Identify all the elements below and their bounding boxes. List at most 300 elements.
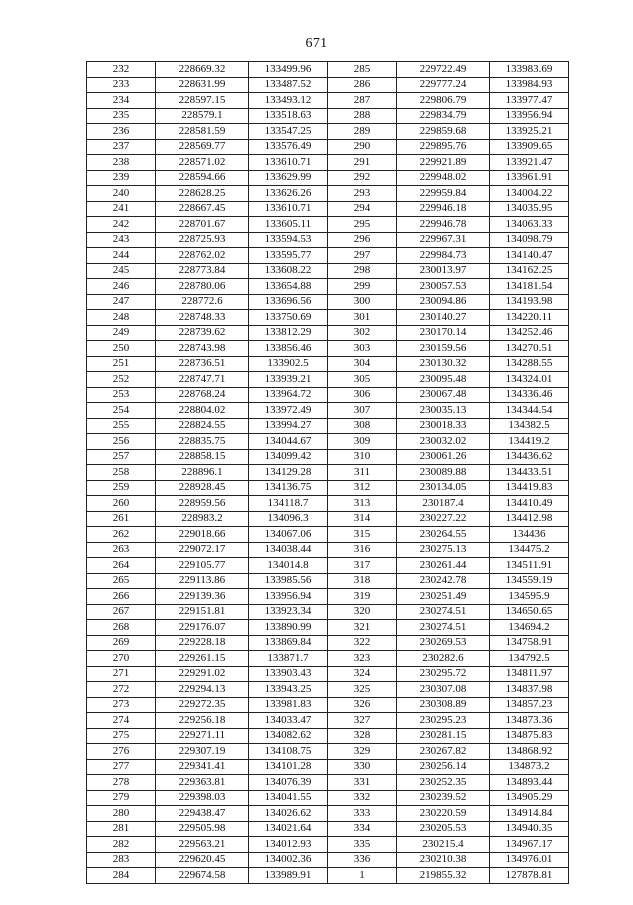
point-number-right-cell: 324: [328, 666, 397, 682]
y-coordinate-left-cell: 133493.12: [249, 93, 328, 109]
x-coordinate-right-cell: 229859.68: [397, 124, 490, 140]
point-number-left-cell: 255: [87, 418, 156, 434]
point-number-left-cell: 232: [87, 62, 156, 78]
point-number-right-cell: 303: [328, 341, 397, 357]
x-coordinate-left-cell: 228739.62: [156, 325, 249, 341]
point-number-left-cell: 253: [87, 387, 156, 403]
x-coordinate-left-cell: 229072.17: [156, 542, 249, 558]
point-number-right-cell: 306: [328, 387, 397, 403]
point-number-right-cell: 334: [328, 821, 397, 837]
table-row: [87, 418, 569, 434]
point-number-left-cell: 260: [87, 496, 156, 512]
y-coordinate-right-cell: 134559.19: [490, 573, 569, 589]
x-coordinate-left-cell: 228667.45: [156, 201, 249, 217]
y-coordinate-right-cell: 134035.95: [490, 201, 569, 217]
y-coordinate-right-cell: 134868.92: [490, 744, 569, 760]
y-coordinate-right-cell: 134270.51: [490, 341, 569, 357]
table-row: [87, 186, 569, 202]
point-number-left-cell: 248: [87, 310, 156, 326]
x-coordinate-right-cell: 229946.78: [397, 217, 490, 233]
point-number-left-cell: 264: [87, 558, 156, 574]
x-coordinate-right-cell: 230242.78: [397, 573, 490, 589]
y-coordinate-right-cell: 134893.44: [490, 775, 569, 791]
x-coordinate-right-cell: 230205.53: [397, 821, 490, 837]
x-coordinate-left-cell: 229256.18: [156, 713, 249, 729]
x-coordinate-right-cell: 230187.4: [397, 496, 490, 512]
y-coordinate-left-cell: 134099.42: [249, 449, 328, 465]
table-row: [87, 806, 569, 822]
point-number-left-cell: 278: [87, 775, 156, 791]
x-coordinate-right-cell: 230013.97: [397, 263, 490, 279]
x-coordinate-right-cell: 230170.14: [397, 325, 490, 341]
y-coordinate-right-cell: 134811.97: [490, 666, 569, 682]
x-coordinate-right-cell: 229834.79: [397, 108, 490, 124]
x-coordinate-left-cell: 228569.77: [156, 139, 249, 155]
x-coordinate-right-cell: 229921.89: [397, 155, 490, 171]
table-row: [87, 341, 569, 357]
x-coordinate-left-cell: 229438.47: [156, 806, 249, 822]
y-coordinate-right-cell: 134419.83: [490, 480, 569, 496]
y-coordinate-right-cell: 134433.51: [490, 465, 569, 481]
x-coordinate-right-cell: 230261.44: [397, 558, 490, 574]
x-coordinate-right-cell: 230057.53: [397, 279, 490, 295]
x-coordinate-left-cell: 229563.21: [156, 837, 249, 853]
point-number-left-cell: 271: [87, 666, 156, 682]
point-number-right-cell: 332: [328, 790, 397, 806]
point-number-right-cell: 336: [328, 852, 397, 868]
coordinates-table: [86, 61, 569, 884]
point-number-left-cell: 263: [87, 542, 156, 558]
y-coordinate-left-cell: 134108.75: [249, 744, 328, 760]
y-coordinate-left-cell: 133972.49: [249, 403, 328, 419]
point-number-right-cell: 298: [328, 263, 397, 279]
table-row: [87, 573, 569, 589]
x-coordinate-left-cell: 229176.07: [156, 620, 249, 636]
x-coordinate-right-cell: 230061.26: [397, 449, 490, 465]
point-number-right-cell: 322: [328, 635, 397, 651]
table-row: [87, 775, 569, 791]
point-number-right-cell: 317: [328, 558, 397, 574]
table-row: [87, 744, 569, 760]
x-coordinate-right-cell: 230032.02: [397, 434, 490, 450]
point-number-left-cell: 281: [87, 821, 156, 837]
page-number: 671: [305, 36, 328, 51]
x-coordinate-left-cell: 228748.33: [156, 310, 249, 326]
x-coordinate-right-cell: 229967.31: [397, 232, 490, 248]
point-number-right-cell: 325: [328, 682, 397, 698]
y-coordinate-right-cell: 134837.98: [490, 682, 569, 698]
y-coordinate-left-cell: 133902.5: [249, 356, 328, 372]
point-number-left-cell: 247: [87, 294, 156, 310]
table-row: [87, 589, 569, 605]
point-number-left-cell: 250: [87, 341, 156, 357]
point-number-left-cell: 256: [87, 434, 156, 450]
x-coordinate-right-cell: 230308.89: [397, 697, 490, 713]
table-row: [87, 248, 569, 264]
y-coordinate-right-cell: 134140.47: [490, 248, 569, 264]
point-number-right-cell: 315: [328, 527, 397, 543]
y-coordinate-left-cell: 133994.27: [249, 418, 328, 434]
y-coordinate-right-cell: 133984.93: [490, 77, 569, 93]
y-coordinate-right-cell: 134344.54: [490, 403, 569, 419]
y-coordinate-left-cell: 133629.99: [249, 170, 328, 186]
table-row: [87, 852, 569, 868]
y-coordinate-left-cell: 133499.96: [249, 62, 328, 78]
y-coordinate-right-cell: 134914.84: [490, 806, 569, 822]
y-coordinate-right-cell: 134873.2: [490, 759, 569, 775]
table-row: [87, 558, 569, 574]
y-coordinate-left-cell: 133964.72: [249, 387, 328, 403]
y-coordinate-right-cell: 134976.01: [490, 852, 569, 868]
x-coordinate-right-cell: 229948.02: [397, 170, 490, 186]
y-coordinate-right-cell: 134324.01: [490, 372, 569, 388]
x-coordinate-right-cell: 230307.08: [397, 682, 490, 698]
x-coordinate-right-cell: 230256.14: [397, 759, 490, 775]
x-coordinate-right-cell: 230281.15: [397, 728, 490, 744]
y-coordinate-left-cell: 133576.49: [249, 139, 328, 155]
y-coordinate-left-cell: 133608.22: [249, 263, 328, 279]
x-coordinate-right-cell: 230095.48: [397, 372, 490, 388]
y-coordinate-left-cell: 134026.62: [249, 806, 328, 822]
x-coordinate-right-cell: 230239.52: [397, 790, 490, 806]
x-coordinate-left-cell: 228725.93: [156, 232, 249, 248]
y-coordinate-right-cell: 134436: [490, 527, 569, 543]
point-number-left-cell: 258: [87, 465, 156, 481]
y-coordinate-right-cell: 133983.69: [490, 62, 569, 78]
point-number-right-cell: 308: [328, 418, 397, 434]
y-coordinate-right-cell: 134288.55: [490, 356, 569, 372]
point-number-left-cell: 262: [87, 527, 156, 543]
table-row: [87, 403, 569, 419]
x-coordinate-right-cell: 230089.88: [397, 465, 490, 481]
y-coordinate-left-cell: 133626.26: [249, 186, 328, 202]
x-coordinate-left-cell: 229341.41: [156, 759, 249, 775]
point-number-left-cell: 269: [87, 635, 156, 651]
table-row: [87, 325, 569, 341]
point-number-left-cell: 259: [87, 480, 156, 496]
point-number-left-cell: 282: [87, 837, 156, 853]
point-number-right-cell: 296: [328, 232, 397, 248]
x-coordinate-left-cell: 229363.81: [156, 775, 249, 791]
point-number-left-cell: 238: [87, 155, 156, 171]
point-number-right-cell: 290: [328, 139, 397, 155]
table-row: [87, 232, 569, 248]
table-row: [87, 294, 569, 310]
point-number-right-cell: 314: [328, 511, 397, 527]
x-coordinate-left-cell: 229018.66: [156, 527, 249, 543]
y-coordinate-left-cell: 134002.36: [249, 852, 328, 868]
point-number-right-cell: 293: [328, 186, 397, 202]
y-coordinate-left-cell: 133605.11: [249, 217, 328, 233]
point-number-right-cell: 318: [328, 573, 397, 589]
y-coordinate-right-cell: 134873.36: [490, 713, 569, 729]
point-number-left-cell: 240: [87, 186, 156, 202]
table-row: [87, 465, 569, 481]
point-number-left-cell: 236: [87, 124, 156, 140]
y-coordinate-left-cell: 134038.44: [249, 542, 328, 558]
y-coordinate-right-cell: 134595.9: [490, 589, 569, 605]
y-coordinate-left-cell: 133750.69: [249, 310, 328, 326]
x-coordinate-left-cell: 228983.2: [156, 511, 249, 527]
point-number-right-cell: 1: [328, 868, 397, 884]
y-coordinate-right-cell: 134412.98: [490, 511, 569, 527]
table-row: [87, 356, 569, 372]
x-coordinate-left-cell: 228743.98: [156, 341, 249, 357]
y-coordinate-right-cell: 134410.49: [490, 496, 569, 512]
point-number-right-cell: 328: [328, 728, 397, 744]
point-number-left-cell: 268: [87, 620, 156, 636]
y-coordinate-right-cell: 134967.17: [490, 837, 569, 853]
point-number-right-cell: 327: [328, 713, 397, 729]
point-number-right-cell: 289: [328, 124, 397, 140]
point-number-left-cell: 267: [87, 604, 156, 620]
y-coordinate-left-cell: 134012.93: [249, 837, 328, 853]
table-row: [87, 604, 569, 620]
point-number-left-cell: 279: [87, 790, 156, 806]
y-coordinate-right-cell: 134220.11: [490, 310, 569, 326]
y-coordinate-left-cell: 134101.28: [249, 759, 328, 775]
table-row: [87, 542, 569, 558]
y-coordinate-right-cell: 134382.5: [490, 418, 569, 434]
point-number-right-cell: 287: [328, 93, 397, 109]
y-coordinate-left-cell: 133869.84: [249, 635, 328, 651]
x-coordinate-left-cell: 229294.13: [156, 682, 249, 698]
table-row: [87, 217, 569, 233]
y-coordinate-left-cell: 133594.53: [249, 232, 328, 248]
y-coordinate-right-cell: 133921.47: [490, 155, 569, 171]
point-number-left-cell: 277: [87, 759, 156, 775]
y-coordinate-left-cell: 134014.8: [249, 558, 328, 574]
x-coordinate-right-cell: 230251.49: [397, 589, 490, 605]
y-coordinate-left-cell: 133487.52: [249, 77, 328, 93]
x-coordinate-left-cell: 228701.67: [156, 217, 249, 233]
y-coordinate-left-cell: 134021.64: [249, 821, 328, 837]
y-coordinate-left-cell: 133610.71: [249, 155, 328, 171]
y-coordinate-right-cell: 134336.46: [490, 387, 569, 403]
x-coordinate-left-cell: 228896.1: [156, 465, 249, 481]
x-coordinate-left-cell: 229105.77: [156, 558, 249, 574]
y-coordinate-left-cell: 134044.67: [249, 434, 328, 450]
point-number-left-cell: 235: [87, 108, 156, 124]
x-coordinate-left-cell: 228669.32: [156, 62, 249, 78]
x-coordinate-left-cell: 228928.45: [156, 480, 249, 496]
x-coordinate-right-cell: 230067.48: [397, 387, 490, 403]
table-row: [87, 666, 569, 682]
table-row: [87, 728, 569, 744]
y-coordinate-right-cell: 133961.91: [490, 170, 569, 186]
table-row: [87, 434, 569, 450]
point-number-left-cell: 234: [87, 93, 156, 109]
table-row: [87, 139, 569, 155]
point-number-left-cell: 283: [87, 852, 156, 868]
point-number-right-cell: 288: [328, 108, 397, 124]
point-number-right-cell: 309: [328, 434, 397, 450]
y-coordinate-left-cell: 133696.56: [249, 294, 328, 310]
y-coordinate-right-cell: 134252.46: [490, 325, 569, 341]
point-number-left-cell: 241: [87, 201, 156, 217]
x-coordinate-left-cell: 228768.24: [156, 387, 249, 403]
point-number-left-cell: 242: [87, 217, 156, 233]
x-coordinate-right-cell: 230130.32: [397, 356, 490, 372]
point-number-right-cell: 312: [328, 480, 397, 496]
y-coordinate-left-cell: 134067.06: [249, 527, 328, 543]
y-coordinate-right-cell: 127878.81: [490, 868, 569, 884]
x-coordinate-right-cell: 230282.6: [397, 651, 490, 667]
point-number-right-cell: 291: [328, 155, 397, 171]
point-number-left-cell: 284: [87, 868, 156, 884]
point-number-left-cell: 249: [87, 325, 156, 341]
x-coordinate-left-cell: 229291.02: [156, 666, 249, 682]
point-number-right-cell: 313: [328, 496, 397, 512]
point-number-right-cell: 295: [328, 217, 397, 233]
point-number-left-cell: 276: [87, 744, 156, 760]
x-coordinate-left-cell: 228628.25: [156, 186, 249, 202]
x-coordinate-right-cell: 230210.38: [397, 852, 490, 868]
point-number-right-cell: 331: [328, 775, 397, 791]
y-coordinate-right-cell: 134063.33: [490, 217, 569, 233]
point-number-left-cell: 237: [87, 139, 156, 155]
point-number-left-cell: 265: [87, 573, 156, 589]
point-number-left-cell: 270: [87, 651, 156, 667]
point-number-right-cell: 300: [328, 294, 397, 310]
y-coordinate-right-cell: 133956.94: [490, 108, 569, 124]
x-coordinate-left-cell: 228579.1: [156, 108, 249, 124]
y-coordinate-left-cell: 134076.39: [249, 775, 328, 791]
x-coordinate-right-cell: 230274.51: [397, 620, 490, 636]
x-coordinate-left-cell: 228780.06: [156, 279, 249, 295]
x-coordinate-right-cell: 230134.05: [397, 480, 490, 496]
table-row: [87, 496, 569, 512]
point-number-right-cell: 292: [328, 170, 397, 186]
y-coordinate-left-cell: 133518.63: [249, 108, 328, 124]
x-coordinate-right-cell: 229959.84: [397, 186, 490, 202]
y-coordinate-left-cell: 133610.71: [249, 201, 328, 217]
x-coordinate-left-cell: 229228.18: [156, 635, 249, 651]
point-number-right-cell: 330: [328, 759, 397, 775]
point-number-left-cell: 261: [87, 511, 156, 527]
point-number-left-cell: 245: [87, 263, 156, 279]
x-coordinate-left-cell: 229674.58: [156, 868, 249, 884]
point-number-right-cell: 319: [328, 589, 397, 605]
y-coordinate-left-cell: 133812.29: [249, 325, 328, 341]
x-coordinate-right-cell: 229777.24: [397, 77, 490, 93]
y-coordinate-left-cell: 134136.75: [249, 480, 328, 496]
table-row: [87, 279, 569, 295]
table-row: [87, 201, 569, 217]
point-number-left-cell: 246: [87, 279, 156, 295]
x-coordinate-right-cell: 230094.86: [397, 294, 490, 310]
point-number-right-cell: 307: [328, 403, 397, 419]
y-coordinate-right-cell: 133977.47: [490, 93, 569, 109]
table-row: [87, 372, 569, 388]
table-row: [87, 449, 569, 465]
table-row: [87, 170, 569, 186]
table-row: [87, 155, 569, 171]
point-number-left-cell: 239: [87, 170, 156, 186]
point-number-left-cell: 233: [87, 77, 156, 93]
point-number-left-cell: 244: [87, 248, 156, 264]
y-coordinate-right-cell: 134905.29: [490, 790, 569, 806]
point-number-right-cell: 304: [328, 356, 397, 372]
point-number-right-cell: 321: [328, 620, 397, 636]
x-coordinate-left-cell: 228747.71: [156, 372, 249, 388]
point-number-right-cell: 329: [328, 744, 397, 760]
point-number-right-cell: 305: [328, 372, 397, 388]
x-coordinate-right-cell: 230035.13: [397, 403, 490, 419]
y-coordinate-right-cell: 134004.22: [490, 186, 569, 202]
point-number-right-cell: 335: [328, 837, 397, 853]
x-coordinate-right-cell: 230220.59: [397, 806, 490, 822]
table-row: [87, 310, 569, 326]
y-coordinate-left-cell: 134118.7: [249, 496, 328, 512]
point-number-left-cell: 252: [87, 372, 156, 388]
point-number-left-cell: 280: [87, 806, 156, 822]
x-coordinate-left-cell: 229398.03: [156, 790, 249, 806]
x-coordinate-left-cell: 228824.55: [156, 418, 249, 434]
point-number-left-cell: 251: [87, 356, 156, 372]
x-coordinate-left-cell: 229271.11: [156, 728, 249, 744]
y-coordinate-left-cell: 133943.25: [249, 682, 328, 698]
y-coordinate-left-cell: 134096.3: [249, 511, 328, 527]
y-coordinate-left-cell: 134041.55: [249, 790, 328, 806]
table-row: [87, 108, 569, 124]
table-row: [87, 759, 569, 775]
y-coordinate-right-cell: 134098.79: [490, 232, 569, 248]
y-coordinate-left-cell: 133903.43: [249, 666, 328, 682]
point-number-right-cell: 323: [328, 651, 397, 667]
point-number-left-cell: 254: [87, 403, 156, 419]
table-row: [87, 124, 569, 140]
y-coordinate-left-cell: 134129.28: [249, 465, 328, 481]
x-coordinate-right-cell: 230159.56: [397, 341, 490, 357]
table-row: [87, 635, 569, 651]
x-coordinate-left-cell: 228835.75: [156, 434, 249, 450]
point-number-right-cell: 320: [328, 604, 397, 620]
table-row: [87, 620, 569, 636]
y-coordinate-right-cell: 134436.62: [490, 449, 569, 465]
x-coordinate-right-cell: 230018.33: [397, 418, 490, 434]
y-coordinate-right-cell: 134193.98: [490, 294, 569, 310]
point-number-left-cell: 272: [87, 682, 156, 698]
point-number-right-cell: 299: [328, 279, 397, 295]
x-coordinate-right-cell: 229722.49: [397, 62, 490, 78]
coordinates-table-body: [87, 62, 569, 884]
point-number-right-cell: 302: [328, 325, 397, 341]
y-coordinate-left-cell: 134082.62: [249, 728, 328, 744]
x-coordinate-right-cell: 230275.13: [397, 542, 490, 558]
x-coordinate-right-cell: 229806.79: [397, 93, 490, 109]
table-row: [87, 868, 569, 884]
x-coordinate-left-cell: 229113.86: [156, 573, 249, 589]
x-coordinate-right-cell: 219855.32: [397, 868, 490, 884]
x-coordinate-left-cell: 229139.36: [156, 589, 249, 605]
point-number-right-cell: 301: [328, 310, 397, 326]
table-row: [87, 651, 569, 667]
y-coordinate-right-cell: 134650.65: [490, 604, 569, 620]
x-coordinate-right-cell: 229946.18: [397, 201, 490, 217]
y-coordinate-right-cell: 134694.2: [490, 620, 569, 636]
x-coordinate-right-cell: 230267.82: [397, 744, 490, 760]
y-coordinate-left-cell: 133939.21: [249, 372, 328, 388]
x-coordinate-right-cell: 230140.27: [397, 310, 490, 326]
y-coordinate-right-cell: 134419.2: [490, 434, 569, 450]
point-number-right-cell: 311: [328, 465, 397, 481]
table-row: [87, 480, 569, 496]
x-coordinate-left-cell: 228772.6: [156, 294, 249, 310]
y-coordinate-left-cell: 133890.99: [249, 620, 328, 636]
y-coordinate-left-cell: 133923.34: [249, 604, 328, 620]
point-number-left-cell: 274: [87, 713, 156, 729]
